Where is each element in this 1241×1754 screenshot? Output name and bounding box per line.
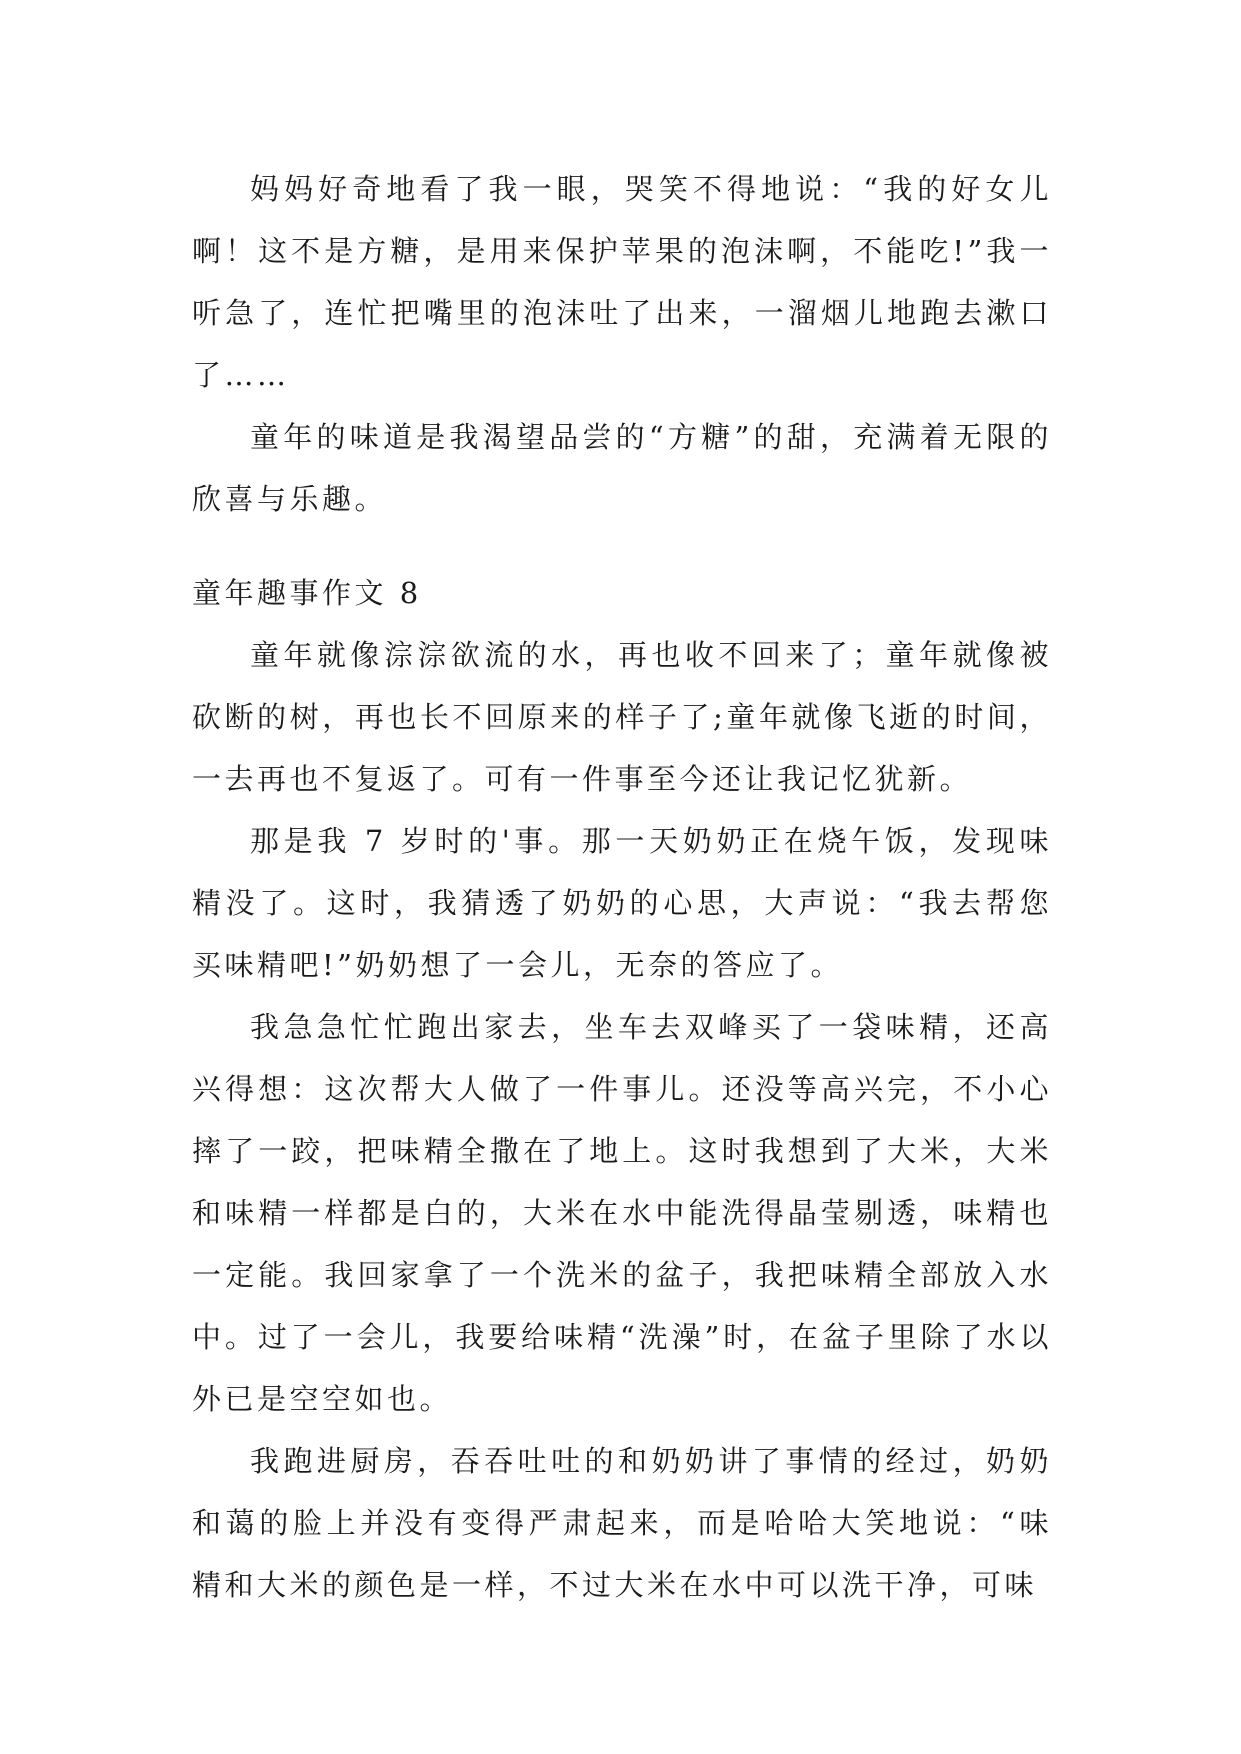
essay-title: 童年趣事作文 8 — [192, 576, 422, 610]
paragraph-intro: 童年就像淙淙欲流的水，再也收不回来了；童年就像被砍断的树，再也长不回原来的样子了;童年就像飞逝的时间，一去再也不复返了。可有一件事至今还让我记忆犹新。 — [192, 638, 1052, 796]
essay-8-section — [192, 562, 1052, 1616]
story-ending-section — [192, 158, 1052, 530]
paragraph-washing-msg: 我急急忙忙跑出家去，坐车去双峰买了一袋味精，还高兴得想：这次帮大人做了一件事儿。还没等高兴完，不小心摔了一跤，把味精全撒在了地上。这时我想到了大米，大米和味精一样都是白的，大米在水中能洗得晶莹剔透，味精也一定能。我回家拿了一个洗米的盆子，我把味精全部放入水中。过了一会儿，我要给味精“洗澡”时，在盆子里除了水以外已是空空如也。 — [192, 1010, 1052, 1416]
paragraph-grandma-laughs: 我跑进厨房，吞吞吐吐的和奶奶讲了事情的经过，奶奶和蔼的脸上并没有变得严肃起来，而是哈哈大笑地说：“味精和大米的颜色是一样，不过大米在水中可以洗干净，可味 — [192, 1444, 1052, 1602]
paragraph-mother-reply: 妈妈好奇地看了我一眼，哭笑不得地说：“我的好女儿啊！这不是方糖，是用来保护苹果的泡沫啊，不能吃!”我一听急了，连忙把嘴里的泡沫吐了出来，一溜烟儿地跑去漱口了…… — [192, 172, 1052, 392]
paragraph-msg-missing: 那是我 7 岁时的'事。那一天奶奶正在烧午饭，发现味精没了。这时，我猜透了奶奶的心思，大声说：“我去帮您买味精吧!”奶奶想了一会儿，无奈的答应了。 — [192, 824, 1052, 982]
paragraph-childhood-taste: 童年的味道是我渴望品尝的“方糖”的甜，充满着无限的欣喜与乐趣。 — [192, 420, 1052, 516]
